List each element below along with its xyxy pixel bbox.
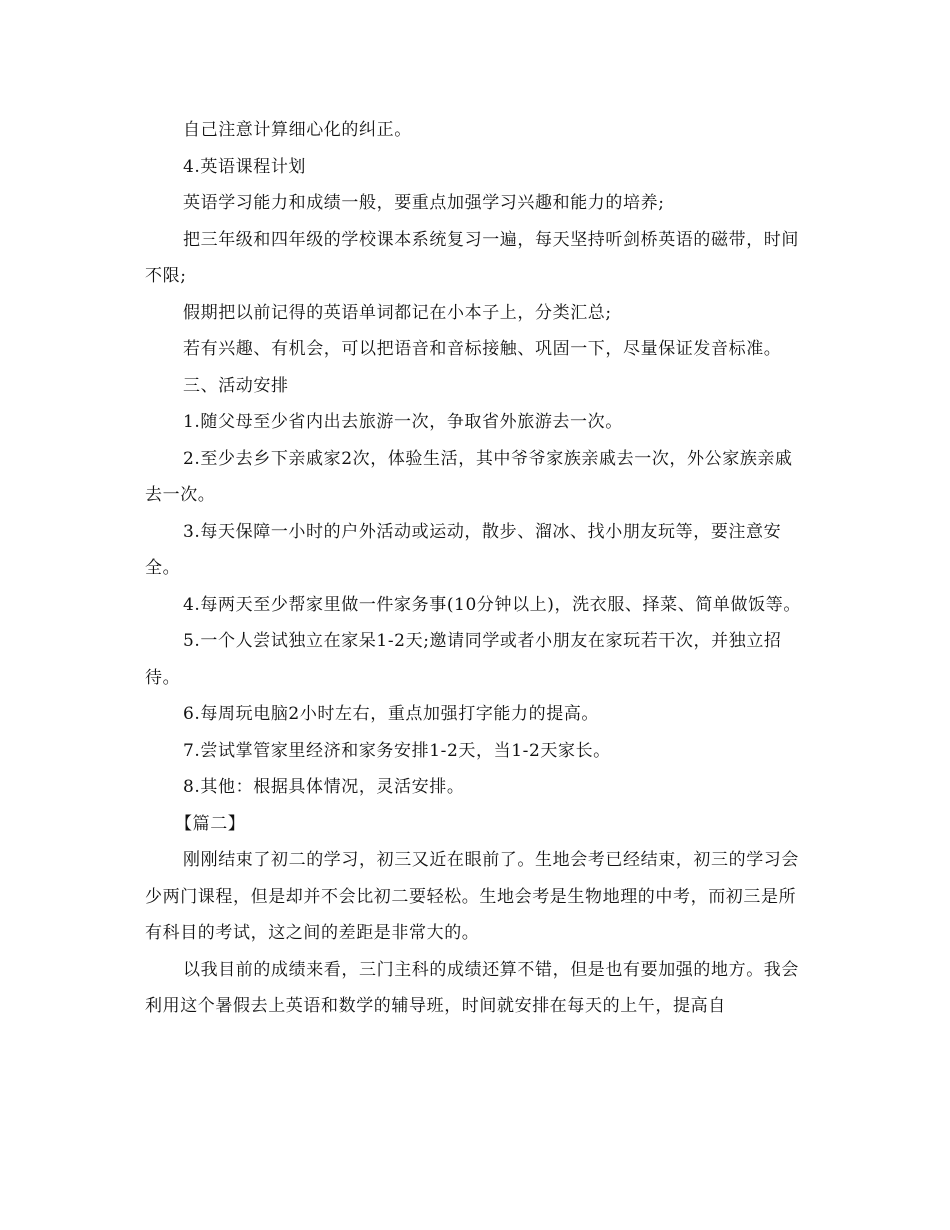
list-item-travel: 1.随父母至少省内出去旅游一次，争取省外旅游去一次。 <box>183 412 623 432</box>
paragraph-english-ability: 英语学习能力和成绩一般，要重点加强学习兴趣和能力的培养; <box>183 193 665 213</box>
paragraph-grade-transition: 刚刚结束了初二的学习，初三又近在眼前了。生地会考已经结束，初三的学习会少两门课程，但是却并不会比初二要轻松。生地会考是生物地理的中考，而初三是所有科目的考试，这之间的差距是非常大的。 <box>145 850 799 943</box>
list-item-computer: 6.每周玩电脑2小时左右，重点加强打字能力的提高。 <box>183 704 600 724</box>
heading-activity-plan: 三、活动安排 <box>183 375 289 396</box>
paragraph-summer-plan: 以我目前的成绩来看，三门主科的成绩还算不错，但是也有要加强的地方。我会利用这个暑假去上英语和数学的辅导班，时间就安排在每天的上午，提高自 <box>145 959 799 1016</box>
list-item-visit-relatives: 2.至少去乡下亲戚家2次，体验生活，其中爷爷家族亲戚去一次，外公家族亲戚去一次。 <box>145 448 793 505</box>
document-body <box>145 112 805 1025</box>
paragraph-english-review: 把三年级和四年级的学校课本系统复习一遍，每天坚持听剑桥英语的磁带，时间不限; <box>145 229 799 286</box>
list-item-outdoor-activity: 3.每天保障一小时的户外活动或运动，散步、溜冰、找小朋友玩等，要注意安全。 <box>145 521 782 578</box>
section-heading-part-two: 【篇二】 <box>175 813 246 834</box>
list-item-stay-alone: 5.一个人尝试独立在家呆1-2天;邀请同学或者小朋友在家玩若干次，并独立招待。 <box>145 631 782 688</box>
paragraph-english-phonetics: 若有兴趣、有机会，可以把语音和音标接触、巩固一下，尽量保证发音标准。 <box>183 339 782 359</box>
list-item-household-management: 7.尝试掌管家里经济和家务安排1-2天，当1-2天家长。 <box>183 740 611 761</box>
paragraph-calc-correction: 自己注意计算细心化的纠正。 <box>183 120 412 140</box>
list-item-other: 8.其他：根据具体情况，灵活安排。 <box>183 777 465 797</box>
paragraph-english-vocabulary: 假期把以前记得的英语单词都记在小本子上，分类汇总; <box>183 302 612 323</box>
list-item-housework: 4.每两天至少帮家里做一件家务事(10分钟以上)，洗衣服、择菜、简单做饭等。 <box>183 594 801 615</box>
heading-english-plan: 4.英语课程计划 <box>183 156 307 177</box>
